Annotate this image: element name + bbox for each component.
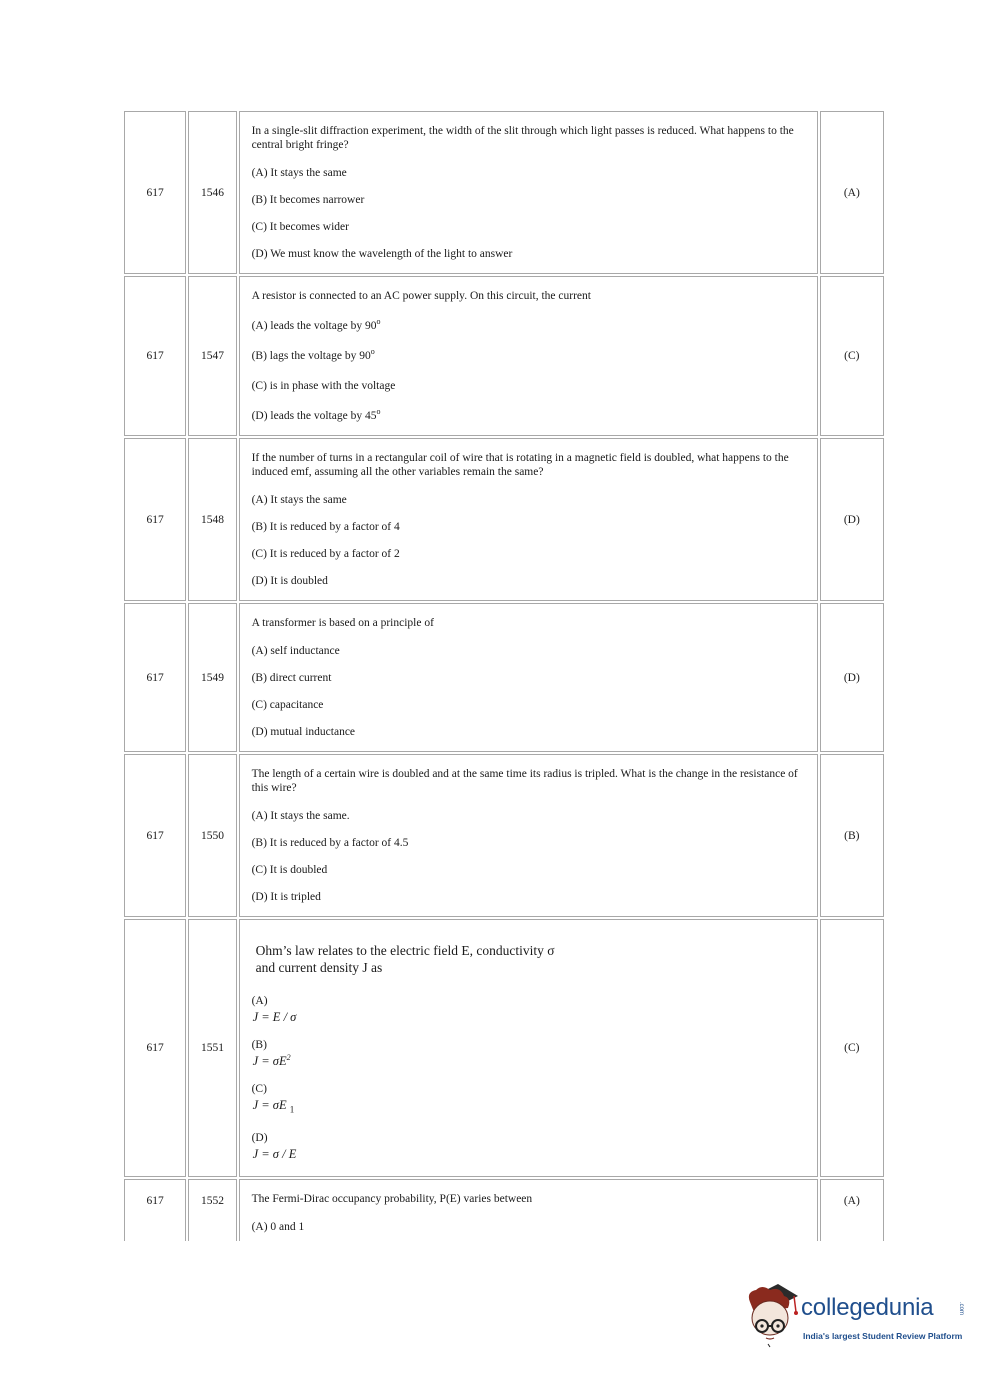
table-row [124, 919, 884, 1177]
option-b: (B) It is reduced by a factor of 4.5 [251, 837, 409, 849]
answer-key: (D) [820, 438, 884, 601]
page-cutoff [0, 1241, 1000, 1281]
option-c-label: (C) [251, 1083, 267, 1095]
question-number: 1548 [188, 438, 236, 601]
option-c-formula [253, 1098, 805, 1117]
question-cell [239, 111, 818, 274]
answer-key: (A) [820, 1179, 884, 1259]
option-a: (A) 0 and 1 [251, 1221, 305, 1233]
subject-code: 617 [124, 603, 186, 752]
subject-code: 617 [124, 438, 186, 601]
option-b: (B) It is reduced by a factor of 4 [251, 521, 400, 533]
option-a: (A) It stays the same [251, 167, 347, 179]
question-line-1: Ohm’s law relates to the electric field E, conductivity σ [255, 943, 555, 958]
degree-sup: o [376, 407, 381, 417]
option-a-label: (A) [251, 995, 268, 1007]
question-table [122, 109, 886, 1261]
question-number: 1550 [188, 754, 236, 917]
answer-key: (C) [820, 919, 884, 1177]
formula-sub: 1 [289, 1104, 295, 1115]
answer-key: (C) [820, 276, 884, 436]
question-number: 1549 [188, 603, 236, 752]
option-d: (D) We must know the wavelength of the light to answer [251, 248, 513, 260]
option-d-label: (D) [251, 1131, 268, 1144]
option-c: (C) capacitance [251, 699, 324, 711]
option-d: (D) mutual inductance [251, 726, 356, 738]
degree-sup: o [370, 347, 375, 357]
table-row [124, 438, 884, 601]
table-row [124, 603, 884, 752]
question-text: A transformer is based on a principle of [251, 617, 434, 629]
subject-code: 617 [124, 919, 186, 1177]
question-text: If the number of turns in a rectangular coil of wire that is rotating in a magnetic field is doubled, what happens to the induced emf, assuming all the other variables remain the same? [251, 452, 789, 478]
question-line-2: and current density J as [255, 960, 383, 975]
subject-code: 617 [124, 1179, 186, 1259]
option-b-formula [253, 1054, 805, 1068]
option-d: (D) It is doubled [251, 575, 328, 587]
option-d-text: (D) leads the voltage by 45 [251, 410, 377, 422]
option-c: (C) It becomes wider [251, 221, 349, 233]
option-b-text: (B) lags the voltage by 90 [251, 350, 371, 362]
option-d [252, 409, 805, 423]
option-a: (A) self inductance [251, 645, 340, 657]
question-number: 1552 [188, 1179, 236, 1259]
option-a: (A) It stays the same. [251, 810, 350, 822]
answer-key: (A) [820, 111, 884, 274]
logo-brand: collegedunia [801, 1294, 934, 1321]
option-a-text: (A) leads the voltage by 90 [251, 320, 377, 332]
question-cell [239, 603, 818, 752]
answer-key: (B) [820, 754, 884, 917]
answer-key: (D) [820, 603, 884, 752]
question-cell [239, 754, 818, 917]
question-text: The Fermi-Dirac occupancy probability, P(E) varies between [251, 1193, 533, 1205]
subject-code: 617 [124, 754, 186, 917]
question-number: 1546 [188, 111, 236, 274]
question-text: In a single-slit diffraction experiment, the width of the slit through which light passes is reduced. What happens to the central bright fringe? [251, 125, 794, 151]
option-d: (D) It is tripled [251, 891, 321, 903]
option-c: (C) is in phase with the voltage [251, 380, 396, 392]
question-number: 1547 [188, 276, 236, 436]
question-text: A resistor is connected to an AC power supply. On this circuit, the current [251, 290, 591, 302]
formula-sup: 2 [286, 1052, 291, 1062]
logo-tagline: India's largest Student Review Platform [803, 1331, 963, 1341]
question-cell [239, 276, 818, 436]
question-number: 1551 [188, 919, 236, 1177]
subject-code: 617 [124, 111, 186, 274]
subject-code: 617 [124, 276, 186, 436]
option-b: (B) direct current [251, 672, 332, 684]
option-a: (A) It stays the same [251, 494, 347, 506]
option-b [252, 349, 805, 363]
option-a-formula: J = E / σ [252, 1010, 297, 1024]
option-b: (B) It becomes narrower [251, 194, 365, 206]
logo-com: .com [958, 1302, 964, 1316]
question-text: The length of a certain wire is doubled and at the same time its radius is tripled. What is the change in the resistance of this wire? [251, 768, 798, 794]
option-d-formula: J = σ / E [252, 1146, 297, 1161]
question-text [256, 942, 805, 976]
collegedunia-logo[interactable] [740, 1280, 970, 1352]
degree-sup: o [376, 317, 381, 327]
mascot-icon [740, 1282, 802, 1348]
formula-text: J = σE [252, 1098, 287, 1112]
option-c: (C) It is doubled [251, 864, 328, 876]
formula-text: J = σE [252, 1054, 287, 1068]
table-row [124, 111, 884, 274]
option-c: (C) It is reduced by a factor of 2 [251, 548, 400, 560]
question-cell [239, 919, 818, 1177]
table-row [124, 754, 884, 917]
table-row [124, 276, 884, 436]
option-b-label: (B) [251, 1039, 267, 1051]
option-a [252, 319, 805, 333]
question-cell [239, 438, 818, 601]
